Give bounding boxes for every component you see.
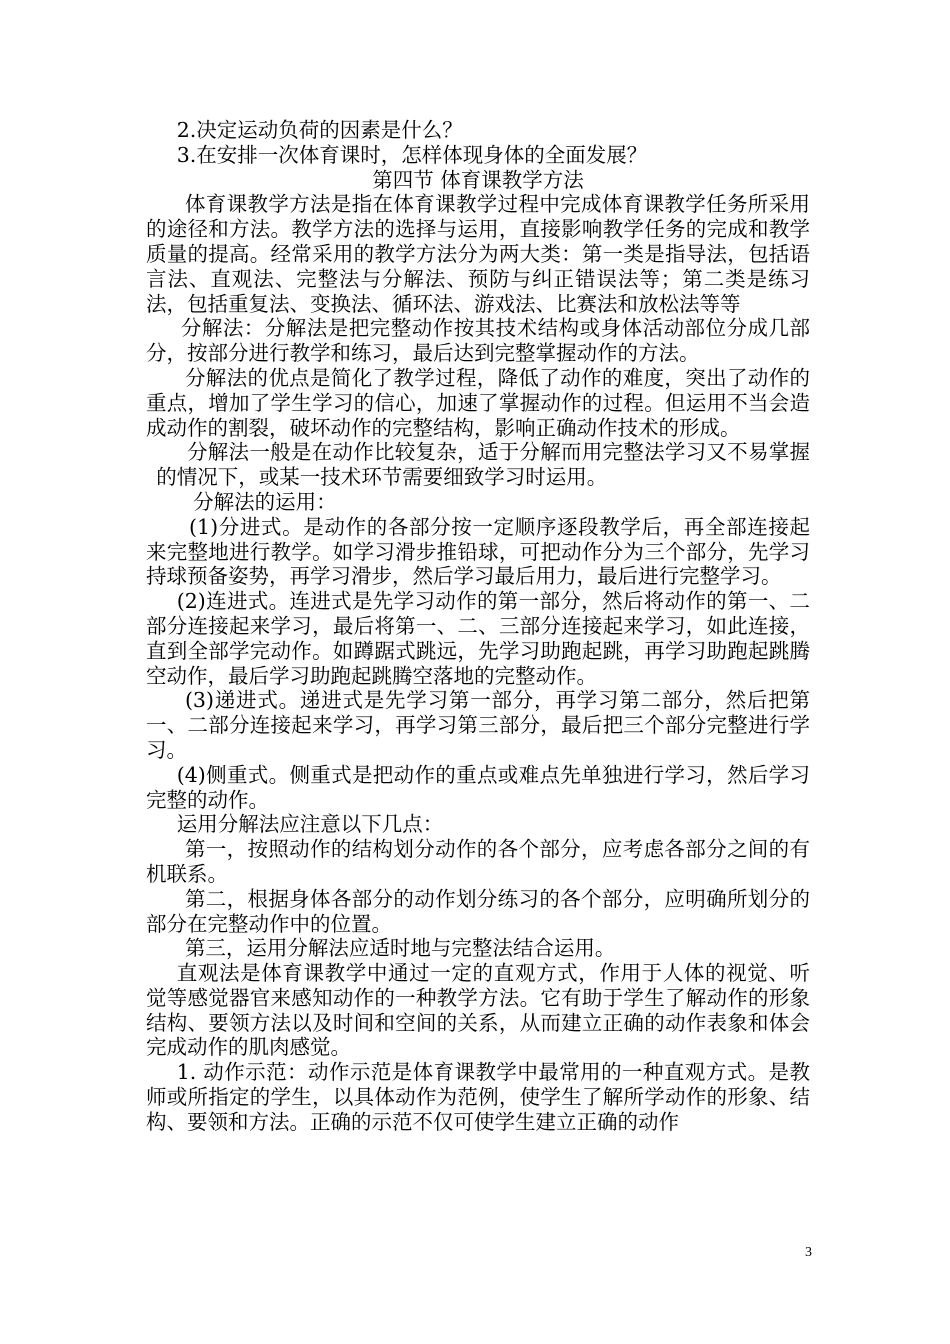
paragraph: 2.决定运动负荷的因素是什么？ — [176, 118, 463, 142]
paragraph: 第二，根据身体各部分的动作划分练习的各个部分，应明确所划分的部分在完整动作中的位置。 — [146, 886, 810, 936]
paragraph: (3)递进式。递进式是先学习第一部分，再学习第二部分，然后把第一、二部分连接起来学习，再学习第三部分，最后把三个部分完整进行学习。 — [146, 688, 810, 762]
paragraph: (2)连进式。连进式是先学习动作的第一部分，然后将动作的第一、二部分连接起来学习，最后将第一、二、三部分连接起来学习，如此连接，直到全部学完动作。如蹲踞式跳远，先学习助跑起跳，再学习助跑起跳腾空动作，最后学习助跑起跳腾空落地的完整动作。 — [146, 589, 810, 688]
document-body — [146, 118, 810, 1135]
paragraph: 运用分解法应注意以下几点： — [176, 812, 444, 837]
paragraph: 直观法是体育课教学中通过一定的直观方式，作用于人体的视觉、听觉等感觉器官来感知动作的一种教学方法。它有助于学生了解动作的形象结构、要领方法以及时间和空间的关系，从而建立正确的动作表象和体会完成动作的肌肉感觉。 — [146, 961, 810, 1060]
paragraph: 分解法的优点是简化了教学过程，降低了动作的难度，突出了动作的重点，增加了学生学习的信心，加速了掌握动作的过程。但运用不当会造成动作的割裂，破坏动作的完整结构，影响正确动作技术的形成。 — [146, 365, 810, 440]
paragraph: 分解法：分解法是把完整动作按其技术结构或身体活动部位分成几部分，按部分进行教学和练习，最后达到完整掌握动作的方法。 — [146, 316, 810, 366]
paragraph: (4)侧重式。侧重式是把动作的重点或难点先单独进行学习，然后学习完整的动作。 — [146, 762, 810, 812]
paragraph: 3.在安排一次体育课时，怎样体现身体的全面发展？ — [176, 142, 648, 167]
paragraph: 1. 动作示范：动作示范是体育课教学中最常用的一种直观方式。是教师或所指定的学生，以具体动作为范例，使学生了解所学动作的形象、结构、要领和方法。正确的示范不仅可使学生建立正确的动作 — [146, 1060, 810, 1134]
paragraph: (1)分进式。是动作的各部分按一定顺序逐段教学后，再全部连接起来完整地进行教学。如学习滑步推铅球，可把动作分为三个部分，先学习持球预备姿势，再学习滑步，然后学习最后用力，最后进行完整学习。 — [146, 514, 810, 589]
paragraph: 分解法的运用： — [193, 489, 337, 514]
paragraph: 第三，运用分解法应适时地与完整法结合运用。 — [184, 936, 616, 961]
page-number: 3 — [805, 1245, 812, 1260]
paragraph: 第一，按照动作的结构划分动作的各个部分，应考虑各部分之间的有机联系。 — [146, 837, 810, 886]
paragraph: 分解法一般是在动作比较复杂，适于分解而用完整法学习又不易掌握的情况下，或某一技术环节需要细致学习时运用。 — [156, 440, 810, 490]
paragraph: 体育课教学方法是指在体育课教学过程中完成体育课教学任务所采用的途径和方法。教学方法的选择与运用，直接影响教学任务的完成和教学质量的提高。经常采用的教学方法分为两大类：第一类是指导法，包括语言法、直观法、完整法与分解法、预防与纠正错误法等；第二类是练习法，包括重复法、变换法、循环法、游戏法、比赛法和放松法等等 — [146, 192, 810, 316]
section-heading: 第四节 体育课教学方法 — [372, 167, 584, 192]
